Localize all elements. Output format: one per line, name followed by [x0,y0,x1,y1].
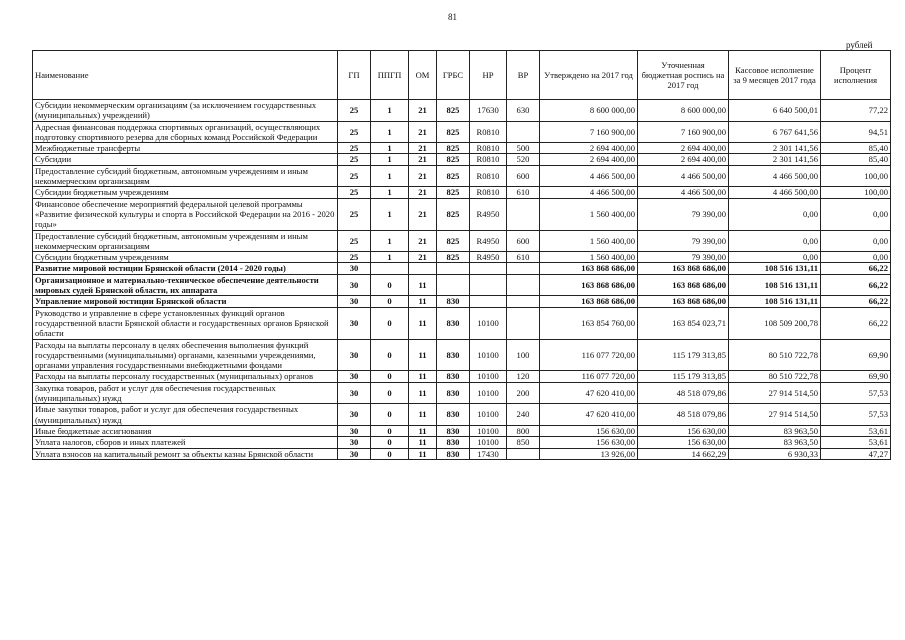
cell-percent: 85,40 [821,143,891,154]
cell-percent: 69,90 [821,371,891,382]
cell-om: 21 [409,252,437,263]
cell-om: 11 [409,296,437,307]
cell-ppgp: 0 [371,307,409,339]
cell-approved: 1 560 400,00 [540,252,638,263]
cell-ppgp: 1 [371,252,409,263]
cell-ppgp: 0 [371,425,409,436]
col-header-approved: Утверждено на 2017 год [540,51,638,100]
table-row [33,263,891,274]
cell-approved: 8 600 000,00 [540,100,638,122]
cell-vr: 600 [507,230,540,252]
cell-grbs: 825 [437,100,470,122]
cell-om: 21 [409,230,437,252]
cell-vr: 120 [507,371,540,382]
cell-name: Развитие мировой юстиции Брянской области (2014 - 2020 годы) [33,263,338,274]
cell-gp: 30 [338,425,371,436]
cell-np: 10100 [470,425,507,436]
cell-om: 21 [409,165,437,187]
cell-vr: 800 [507,425,540,436]
cell-percent: 66,22 [821,263,891,274]
cell-approved: 116 077 720,00 [540,371,638,382]
cell-vr: 100 [507,339,540,371]
cell-om: 21 [409,187,437,198]
cell-vr [507,296,540,307]
cell-om: 21 [409,143,437,154]
cell-refined: 163 854 023,71 [638,307,729,339]
cell-gp: 30 [338,296,371,307]
cell-gp: 30 [338,339,371,371]
cell-percent: 57,53 [821,382,891,404]
cell-gp: 30 [338,382,371,404]
cell-vr [507,263,540,274]
cell-percent: 0,00 [821,252,891,263]
cell-cash: 80 510 722,78 [729,371,821,382]
cell-percent: 53,61 [821,425,891,436]
cell-np: 10100 [470,371,507,382]
cell-approved: 1 560 400,00 [540,230,638,252]
cell-np: R0810 [470,121,507,143]
cell-refined: 7 160 900,00 [638,121,729,143]
col-header-vr: ВР [507,51,540,100]
table-row [33,154,891,165]
cell-name: Субсидии [33,154,338,165]
table-row [33,143,891,154]
cell-percent: 0,00 [821,230,891,252]
cell-grbs: 825 [437,121,470,143]
cell-np: R4950 [470,252,507,263]
cell-ppgp: 0 [371,382,409,404]
cell-refined: 48 518 079,86 [638,382,729,404]
cell-gp: 25 [338,165,371,187]
cell-grbs: 830 [437,296,470,307]
cell-np: 17630 [470,100,507,122]
page-number: 81 [448,12,457,22]
cell-ppgp: 0 [371,437,409,448]
cell-grbs [437,263,470,274]
cell-gp: 30 [338,404,371,426]
cell-percent: 66,22 [821,274,891,296]
cell-np: R0810 [470,154,507,165]
cell-grbs: 825 [437,154,470,165]
cell-gp: 30 [338,448,371,459]
cell-gp: 25 [338,187,371,198]
table-row [33,274,891,296]
cell-approved: 163 854 760,00 [540,307,638,339]
cell-om: 11 [409,437,437,448]
table-row [33,404,891,426]
cell-vr [507,274,540,296]
cell-gp: 25 [338,230,371,252]
cell-refined: 79 390,00 [638,230,729,252]
cell-cash: 0,00 [729,198,821,230]
cell-name: Иные бюджетные ассигнования [33,425,338,436]
cell-ppgp: 0 [371,296,409,307]
cell-ppgp: 1 [371,154,409,165]
cell-percent: 57,53 [821,404,891,426]
cell-vr: 500 [507,143,540,154]
cell-grbs: 830 [437,437,470,448]
cell-approved: 47 620 410,00 [540,404,638,426]
cell-om [409,263,437,274]
table-row [33,198,891,230]
cell-percent: 47,27 [821,448,891,459]
cell-gp: 30 [338,307,371,339]
cell-grbs: 825 [437,198,470,230]
cell-refined: 156 630,00 [638,437,729,448]
col-header-cash: Кассовое исполнение за 9 месяцев 2017 года [729,51,821,100]
cell-name: Управление мировой юстиции Брянской области [33,296,338,307]
cell-om: 21 [409,100,437,122]
cell-name: Предоставление субсидий бюджетным, автономным учреждениям и иным некоммерческим организациям [33,165,338,187]
cell-ppgp: 1 [371,198,409,230]
cell-approved: 47 620 410,00 [540,382,638,404]
cell-approved: 163 868 686,00 [540,296,638,307]
cell-grbs: 830 [437,448,470,459]
cell-approved: 163 868 686,00 [540,274,638,296]
cell-ppgp: 0 [371,448,409,459]
cell-vr [507,307,540,339]
cell-refined: 163 868 686,00 [638,274,729,296]
cell-name: Расходы на выплаты персоналу государственных (муниципальных) органов [33,371,338,382]
cell-cash: 108 516 131,11 [729,263,821,274]
cell-gp: 25 [338,198,371,230]
cell-approved: 2 694 400,00 [540,143,638,154]
cell-refined: 2 694 400,00 [638,154,729,165]
cell-vr [507,448,540,459]
cell-percent: 100,00 [821,187,891,198]
cell-approved: 4 466 500,00 [540,165,638,187]
cell-vr: 850 [507,437,540,448]
cell-name: Субсидии бюджетным учреждениям [33,187,338,198]
cell-np [470,274,507,296]
cell-ppgp: 1 [371,121,409,143]
cell-approved: 7 160 900,00 [540,121,638,143]
table-row [33,371,891,382]
cell-vr [507,121,540,143]
cell-refined: 115 179 313,85 [638,371,729,382]
col-header-percent: Процент исполнения [821,51,891,100]
table-header-row [33,51,891,100]
cell-grbs: 830 [437,371,470,382]
cell-cash: 27 914 514,50 [729,404,821,426]
cell-gp: 25 [338,143,371,154]
cell-approved: 1 560 400,00 [540,198,638,230]
budget-table [32,50,891,460]
cell-ppgp: 0 [371,274,409,296]
table-row [33,187,891,198]
cell-grbs: 830 [437,425,470,436]
cell-om: 21 [409,154,437,165]
table-body [33,100,891,460]
cell-grbs: 825 [437,187,470,198]
cell-cash: 2 301 141,56 [729,143,821,154]
cell-ppgp: 1 [371,100,409,122]
cell-percent: 94,51 [821,121,891,143]
cell-cash: 0,00 [729,252,821,263]
cell-vr: 240 [507,404,540,426]
cell-ppgp: 1 [371,230,409,252]
cell-gp: 30 [338,274,371,296]
cell-ppgp: 1 [371,187,409,198]
cell-cash: 83 963,50 [729,425,821,436]
table-row [33,425,891,436]
table-row [33,252,891,263]
col-header-gp: ГП [338,51,371,100]
cell-name: Адресная финансовая поддержка спортивных организаций, осуществляющих подготовку спортивного резерва для сборных команд Российской Федерации [33,121,338,143]
cell-gp: 30 [338,437,371,448]
cell-grbs: 830 [437,404,470,426]
cell-approved: 13 926,00 [540,448,638,459]
cell-cash: 0,00 [729,230,821,252]
cell-np: R4950 [470,230,507,252]
cell-cash: 80 510 722,78 [729,339,821,371]
cell-np [470,296,507,307]
cell-name: Уплата налогов, сборов и иных платежей [33,437,338,448]
table-row [33,296,891,307]
cell-ppgp: 1 [371,143,409,154]
cell-gp: 25 [338,252,371,263]
cell-np: R0810 [470,187,507,198]
cell-name: Организационное и материально-техническое обеспечение деятельности мировых судей Брянской области, их аппарата [33,274,338,296]
cell-refined: 79 390,00 [638,198,729,230]
cell-cash: 108 509 200,78 [729,307,821,339]
col-header-np: НР [470,51,507,100]
cell-approved: 4 466 500,00 [540,187,638,198]
cell-cash: 4 466 500,00 [729,165,821,187]
cell-om: 21 [409,198,437,230]
cell-percent: 77,22 [821,100,891,122]
cell-vr: 600 [507,165,540,187]
cell-gp: 25 [338,154,371,165]
cell-grbs: 830 [437,307,470,339]
cell-refined: 48 518 079,86 [638,404,729,426]
cell-refined: 14 662,29 [638,448,729,459]
cell-ppgp: 0 [371,404,409,426]
cell-ppgp [371,263,409,274]
cell-name: Субсидии некоммерческим организациям (за исключением государственных (муниципальных) учреждений) [33,100,338,122]
cell-name: Закупка товаров, работ и услуг для обеспечения государственных (муниципальных) нужд [33,382,338,404]
cell-name: Расходы на выплаты персоналу в целях обеспечения выполнения функций государственными (муниципальными) органами, казенными учреждениями, органами управления государственными внебюджетными фондами [33,339,338,371]
col-header-om: ОМ [409,51,437,100]
cell-cash: 2 301 141,56 [729,154,821,165]
cell-cash: 108 516 131,11 [729,296,821,307]
table-row [33,121,891,143]
cell-percent: 69,90 [821,339,891,371]
cell-om: 11 [409,307,437,339]
cell-om: 11 [409,404,437,426]
cell-ppgp: 1 [371,165,409,187]
cell-cash: 108 516 131,11 [729,274,821,296]
cell-om: 11 [409,339,437,371]
cell-gp: 30 [338,263,371,274]
col-header-refined: Уточненная бюджетная роспись на 2017 год [638,51,729,100]
cell-np: R4950 [470,198,507,230]
cell-np: 17430 [470,448,507,459]
cell-refined: 156 630,00 [638,425,729,436]
cell-np: 10100 [470,382,507,404]
cell-cash: 4 466 500,00 [729,187,821,198]
cell-name: Межбюджетные трансферты [33,143,338,154]
cell-refined: 8 600 000,00 [638,100,729,122]
col-header-grbs: ГРБС [437,51,470,100]
cell-np: 10100 [470,307,507,339]
cell-name: Предоставление субсидий бюджетным, автономным учреждениям и иным некоммерческим организациям [33,230,338,252]
col-header-name: Наименование [33,51,338,100]
cell-ppgp: 0 [371,371,409,382]
table-row [33,100,891,122]
cell-np: 10100 [470,404,507,426]
cell-np: 10100 [470,437,507,448]
cell-name: Финансовое обеспечение мероприятий федеральной целевой программы «Развитие физической культуры и спорта в Российской Федерации на 2016 - 2020 годы» [33,198,338,230]
cell-name: Уплата взносов на капитальный ремонт за объекты казны Брянской области [33,448,338,459]
cell-cash: 83 963,50 [729,437,821,448]
table-row [33,437,891,448]
col-header-ppgp: ППГП [371,51,409,100]
cell-grbs: 830 [437,339,470,371]
cell-percent: 66,22 [821,307,891,339]
cell-refined: 79 390,00 [638,252,729,263]
cell-name: Руководство и управление в сфере установленных функций органов государственной власти Брянской области и государственных органов Брянской области [33,307,338,339]
cell-grbs: 825 [437,143,470,154]
cell-approved: 2 694 400,00 [540,154,638,165]
cell-vr [507,198,540,230]
cell-refined: 163 868 686,00 [638,263,729,274]
cell-percent: 66,22 [821,296,891,307]
cell-vr: 520 [507,154,540,165]
cell-np: R0810 [470,143,507,154]
cell-refined: 115 179 313,85 [638,339,729,371]
cell-name: Иные закупки товаров, работ и услуг для обеспечения государственных (муниципальных) нужд [33,404,338,426]
cell-grbs [437,274,470,296]
table-row [33,307,891,339]
table-row [33,382,891,404]
cell-refined: 163 868 686,00 [638,296,729,307]
cell-refined: 2 694 400,00 [638,143,729,154]
cell-grbs: 825 [437,230,470,252]
cell-refined: 4 466 500,00 [638,187,729,198]
table-row [33,339,891,371]
cell-ppgp: 0 [371,339,409,371]
cell-percent: 85,40 [821,154,891,165]
cell-grbs: 825 [437,252,470,263]
table-row [33,448,891,459]
cell-approved: 156 630,00 [540,437,638,448]
cell-vr: 630 [507,100,540,122]
cell-percent: 100,00 [821,165,891,187]
cell-om: 11 [409,371,437,382]
cell-cash: 27 914 514,50 [729,382,821,404]
table-row [33,230,891,252]
cell-name: Субсидии бюджетным учреждениям [33,252,338,263]
cell-cash: 6 640 500,01 [729,100,821,122]
cell-percent: 53,61 [821,437,891,448]
cell-cash: 6 767 641,56 [729,121,821,143]
cell-np: R0810 [470,165,507,187]
cell-np [470,263,507,274]
cell-om: 11 [409,425,437,436]
cell-refined: 4 466 500,00 [638,165,729,187]
cell-approved: 163 868 686,00 [540,263,638,274]
cell-gp: 30 [338,371,371,382]
cell-om: 11 [409,382,437,404]
cell-grbs: 830 [437,382,470,404]
cell-approved: 156 630,00 [540,425,638,436]
cell-cash: 6 930,33 [729,448,821,459]
cell-om: 11 [409,448,437,459]
cell-om: 21 [409,121,437,143]
cell-approved: 116 077 720,00 [540,339,638,371]
cell-gp: 25 [338,121,371,143]
cell-om: 11 [409,274,437,296]
table-row [33,165,891,187]
cell-np: 10100 [470,339,507,371]
units-label: рублей [846,40,873,50]
cell-vr: 200 [507,382,540,404]
cell-percent: 0,00 [821,198,891,230]
cell-vr: 610 [507,187,540,198]
cell-vr: 610 [507,252,540,263]
cell-grbs: 825 [437,165,470,187]
cell-gp: 25 [338,100,371,122]
